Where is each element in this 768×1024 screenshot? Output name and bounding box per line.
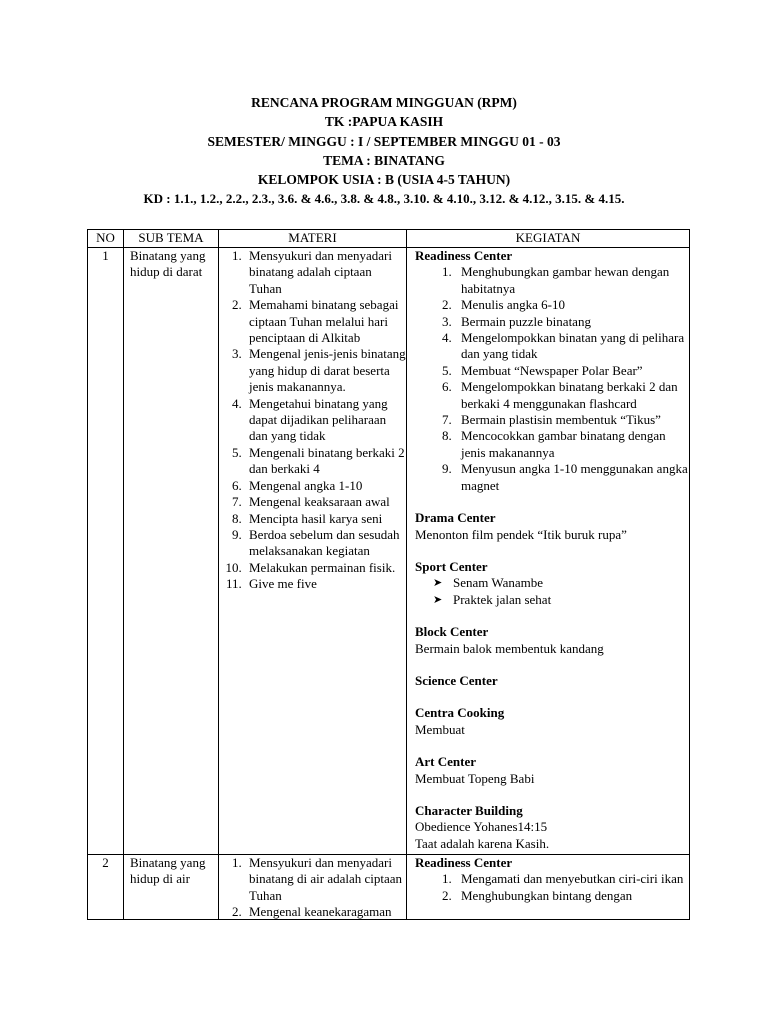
school-name: TK :PAPUA KASIH: [324, 114, 444, 130]
list-item: 1. Menghubungkan gambar hewan dengan habitatnya: [455, 264, 689, 297]
sub-tema-text: Binatang yang hidup di air: [130, 855, 206, 887]
arrow-bullet-icon: ➤: [433, 593, 443, 606]
art-center-text: Membuat Topeng Babi: [415, 770, 535, 786]
row-number-text: 2: [102, 855, 109, 870]
list-item: 1. Mensyukuri dan menyadari binatang adalah ciptaan Tuhan: [245, 248, 406, 297]
centra-cooking-title: Centra Cooking: [415, 705, 505, 721]
character-building-title: Character Building: [415, 802, 523, 818]
block-center-text: Bermain balok membentuk kandang: [415, 640, 604, 656]
theme: TEMA : BINATANG: [323, 152, 445, 168]
header-kegiatan: KEGIATAN: [407, 230, 690, 248]
list-item: 11. Give me five: [245, 576, 406, 592]
sub-tema-cell: [124, 855, 219, 920]
list-item: 6. Mengenal angka 1-10: [245, 478, 406, 494]
list-item: 2. Memahami binatang sebagai ciptaan Tuhan melalui hari penciptaan di Alkitab: [245, 297, 406, 346]
list-item: [433, 592, 689, 608]
table-header-row: [88, 230, 690, 248]
drama-center-text: Menonton film pendek “Itik buruk rupa”: [415, 526, 627, 542]
header-sub-tema: SUB TEMA: [124, 230, 219, 248]
materi-list: [219, 248, 406, 593]
list-item: 4. Mengelompokkan binatan yang di pelihara dan yang tidak: [455, 330, 689, 363]
table-row: [88, 855, 690, 920]
science-center-title: Science Center: [415, 672, 498, 688]
sub-tema-cell: Binatang yang hidup di darat: [124, 248, 219, 855]
list-item-label: Praktek jalan sehat: [453, 591, 552, 607]
list-item: 2. Menulis angka 6-10: [455, 297, 689, 313]
list-item: 7. Mengenal keaksaraan awal: [245, 494, 406, 510]
readiness-center-title: Readiness Center: [415, 855, 513, 870]
centra-cooking-text: Membuat: [415, 721, 465, 737]
title-rpm: RENCANA PROGRAM MINGGUAN (RPM): [251, 95, 517, 110]
drama-center-title: Drama Center: [415, 510, 496, 526]
row-number: [88, 855, 124, 920]
character-building-text: Obedience Yohanes14:15: [415, 819, 548, 835]
character-building-text: Taat adalah karena Kasih.: [415, 835, 550, 851]
row-number: 1: [88, 248, 124, 855]
list-item: 2. Menghubungkan bintang dengan: [455, 888, 689, 904]
list-item-label: Senam Wanambe: [453, 575, 544, 591]
list-item: 3. Bermain puzzle binatang: [455, 314, 689, 330]
list-item: [433, 575, 689, 591]
list-item: 10. Melakukan permainan fisik.: [245, 560, 406, 576]
list-item: 2. Mengenal keanekaragaman: [245, 904, 406, 919]
header-materi: MATERI: [219, 230, 407, 248]
materi-cell: [219, 855, 407, 920]
list-item: 9. Menyusun angka 1-10 menggunakan angka magnet: [455, 461, 689, 494]
list-item: 3. Mengenal jenis-jenis binatang yang hidup di darat beserta jenis makanannya.: [245, 346, 406, 395]
age-group: KELOMPOK USIA : B (USIA 4-5 TAHUN): [257, 172, 511, 188]
header-no: NO: [88, 230, 124, 248]
kegiatan-clip: [415, 855, 689, 919]
list-item: 4. Mengetahui binatang yang dapat dijadikan peliharaan dan yang tidak: [245, 396, 406, 445]
semester-week: SEMESTER/ MINGGU : I / SEPTEMBER MINGGU 01 - 03: [207, 133, 561, 149]
table-row: [88, 248, 690, 855]
list-item: 8. Mencipta hasil karya seni: [245, 511, 406, 527]
list-item: 8. Mencocokkan gambar binatang dengan jenis makanannya: [455, 428, 689, 461]
kegiatan-cell: [407, 855, 690, 920]
list-item: 6. Mengelompokkan binatang berkaki 2 dan berkaki 4 menggunakan flashcard: [455, 379, 689, 412]
list-item: 9. Berdoa sebelum dan sesudah melaksanakan kegiatan: [245, 527, 406, 560]
list-item: 1. Mengamati dan menyebutkan ciri-ciri ikan: [455, 871, 689, 887]
sport-list: [415, 575, 689, 608]
list-item: 7. Bermain plastisin membentuk “Tikus”: [455, 412, 689, 428]
kd-list: KD : 1.1., 1.2., 2.2., 2.3., 3.6. & 4.6., 3.8. & 4.8., 3.10. & 4.10., 3.12. & 4.12., 3.15. & 4.15.: [143, 191, 625, 207]
materi-clip: [219, 855, 406, 919]
document-header: [0, 93, 768, 209]
kegiatan-cell: [407, 248, 690, 855]
readiness-list: [415, 264, 689, 494]
materi-list: [219, 855, 406, 919]
readiness-center-title: Readiness Center: [415, 248, 513, 263]
block-center-title: Block Center: [415, 624, 489, 640]
materi-cell: [219, 248, 407, 855]
readiness-list: [415, 871, 689, 904]
rpm-table: [87, 229, 690, 920]
list-item: 5. Membuat “Newspaper Polar Bear”: [455, 363, 689, 379]
list-item: 5. Mengenali binatang berkaki 2 dan berkaki 4: [245, 445, 406, 478]
list-item: 1. Mensyukuri dan menyadari binatang di air adalah ciptaan Tuhan: [245, 855, 406, 904]
sport-center-title: Sport Center: [415, 558, 488, 574]
arrow-bullet-icon: ➤: [433, 577, 443, 590]
art-center-title: Art Center: [415, 754, 476, 770]
